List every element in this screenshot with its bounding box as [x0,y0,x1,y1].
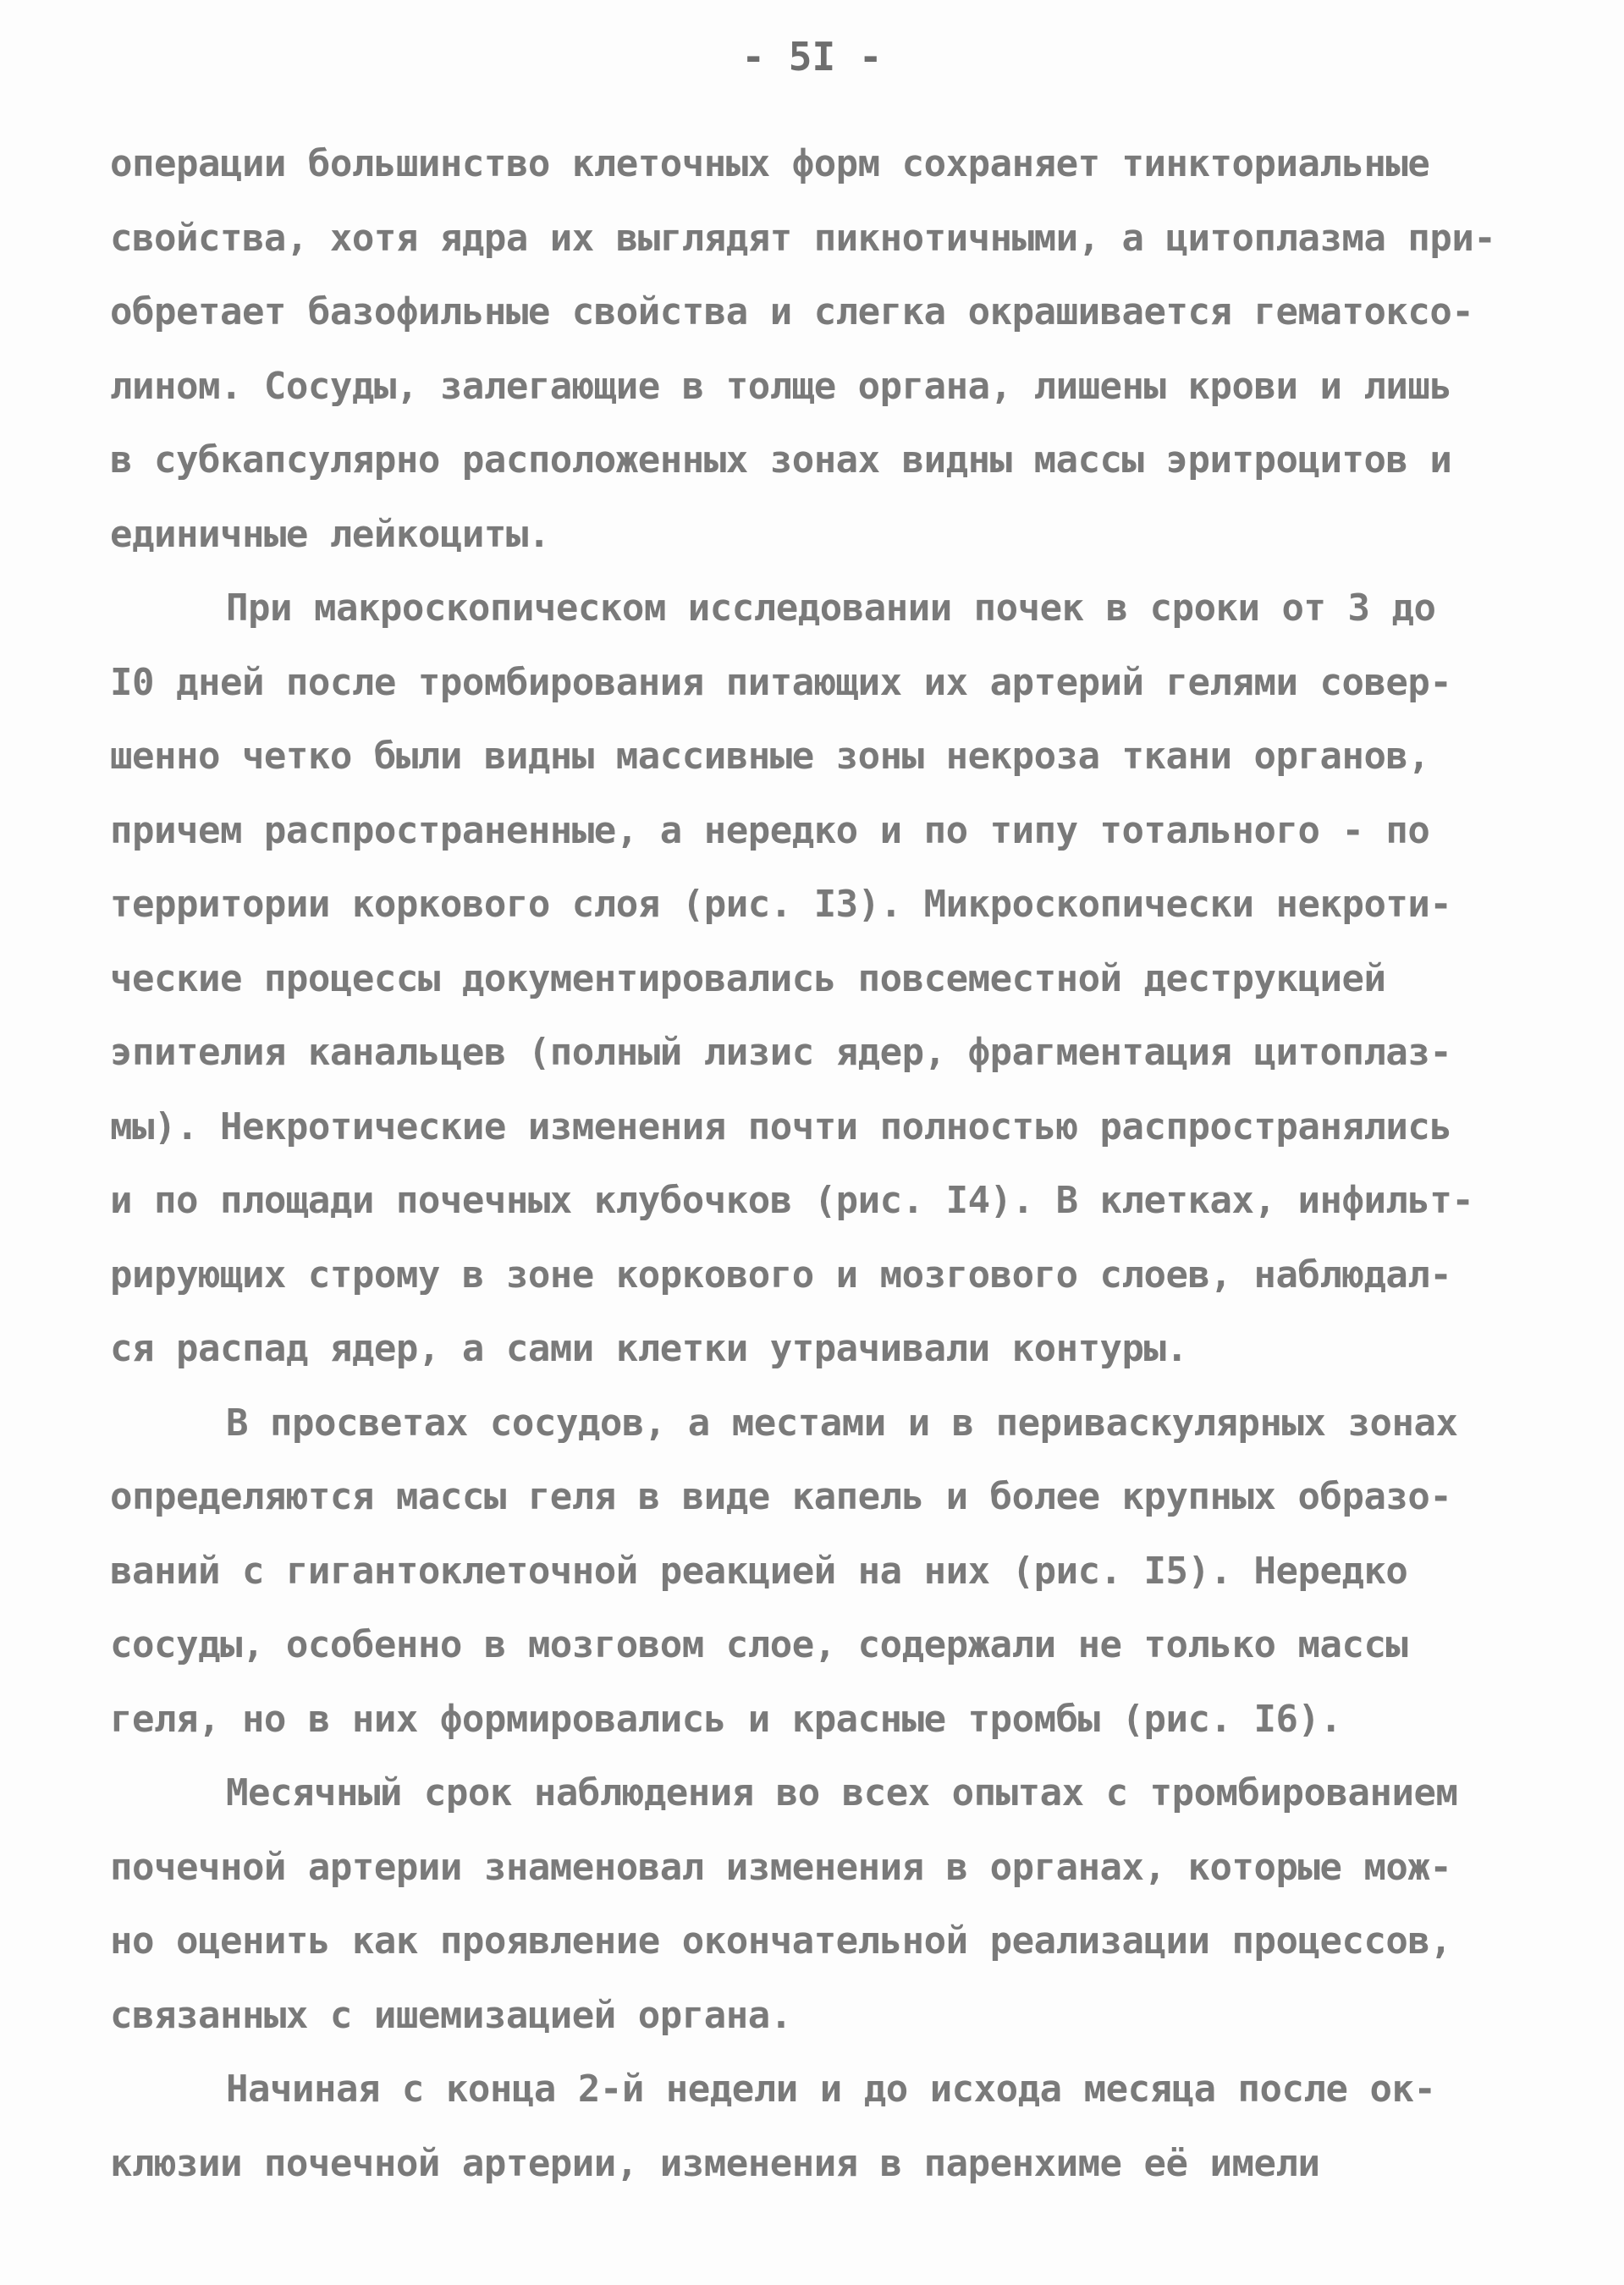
text-line: причем распространенные, а нередко и по типу тотального - по [110,808,1430,852]
text-line: ваний с гигантоклеточной реакцией на них (рис. I5). Нередко [110,1549,1408,1593]
text-line: эпителия канальцев (полный лизис ядер, фрагментация цитоплаз- [110,1031,1452,1074]
text-line: сосуды, особенно в мозговом слое, содержали не только массы [110,1623,1408,1666]
text-line: но оценить как проявление окончательной реализации процессов, [110,1919,1452,1963]
page-number: - 5I - [741,34,883,80]
text-line: мы). Некротические изменения почти полностью распространялись [110,1104,1452,1148]
text-line: рирующих строму в зоне коркового и мозгового слоев, наблюдал- [110,1253,1452,1297]
paragraph-start-line: При макроскопическом исследовании почек в сроки от 3 до [226,586,1436,630]
text-line: и по площади почечных клубочков (рис. I4). В клетках, инфильт- [110,1179,1474,1222]
text-line: лином. Сосуды, залегающие в толще органа, лишены крови и лишь [110,364,1452,408]
text-line: территории коркового слоя (рис. I3). Микроскопически некроти- [110,883,1452,926]
text-line: в субкапсулярно расположенных зонах видны массы эритроцитов и [110,438,1452,482]
text-line: определяются массы геля в виде капель и более крупных образо- [110,1475,1452,1518]
text-line: шенно четко были видны массивные зоны некроза ткани органов, [110,735,1430,778]
body-text [110,127,1523,2200]
paragraph-start-line: Начиная с конца 2-й недели и до исхода месяца после ок- [226,2068,1436,2111]
text-line: операции большинство клеточных форм сохраняет тинкториальные [110,142,1430,185]
text-line: клюзии почечной артерии, изменения в паренхиме её имели [110,2141,1320,2185]
text-line: ческие процессы документировались повсеместной деструкцией [110,956,1386,1000]
text-line: единичные лейкоциты. [110,512,550,556]
paragraph-start-line: Месячный срок наблюдения во всех опытах с тромбированием [226,1771,1458,1814]
text-line: ся распад ядер, а сами клетки утрачивали контуры. [110,1327,1188,1370]
text-line: геля, но в них формировались и красные тромбы (рис. I6). [110,1697,1342,1741]
text-line: обретает базофильные свойства и слегка окрашивается гематоксо- [110,290,1474,333]
text-line: I0 дней после тромбирования питающих их артерий гелями совер- [110,660,1452,704]
text-line: почечной артерии знаменовал изменения в органах, которые мож- [110,1845,1452,1889]
text-line: связанных с ишемизацией органа. [110,1993,792,2037]
text-line: свойства, хотя ядра их выглядят пикнотичными, а цитоплазма при- [110,216,1496,260]
paragraph-start-line: В просветах сосудов, а местами и в периваскулярных зонах [226,1401,1458,1445]
